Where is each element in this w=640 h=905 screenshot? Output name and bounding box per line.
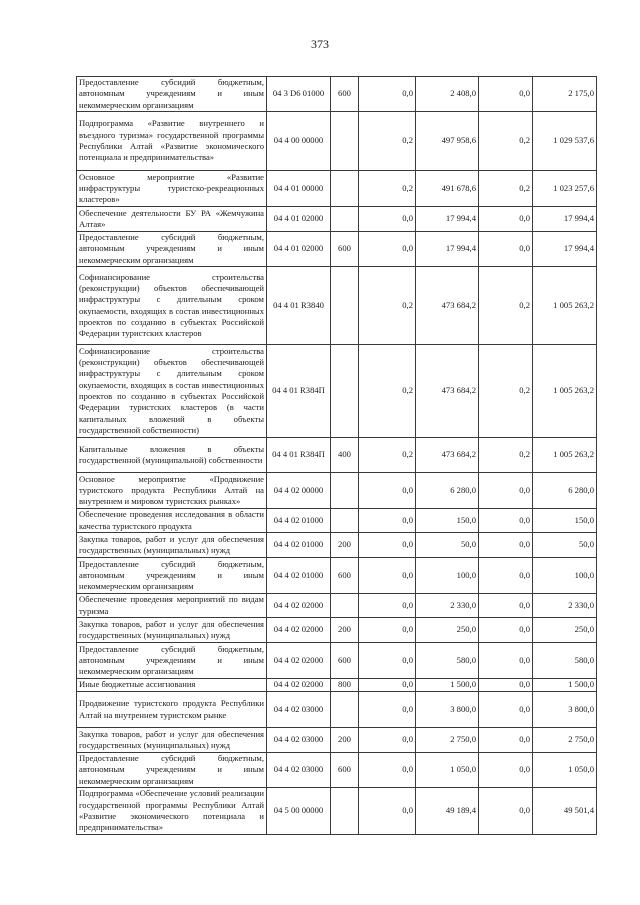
value-cell-b: 0,2 (479, 171, 533, 207)
table-row (77, 533, 597, 558)
classification-code-cell: 04 4 02 01000 (267, 533, 331, 558)
amount-cell-a: 473 684,2 (416, 267, 479, 345)
value-cell-a: 0,0 (359, 618, 416, 643)
table-row (77, 594, 597, 618)
value-cell-a: 0,0 (359, 679, 416, 692)
item-name-cell: Продвижение туристского продукта Республики Алтай на внутреннем туристском рынке (77, 692, 267, 728)
item-name-cell: Предоставление субсидий бюджетным, автономным учреждениям и иным некоммерческим организациям (77, 558, 267, 594)
expense-type-cell: 600 (331, 753, 359, 788)
value-cell-b: 0,0 (479, 643, 533, 679)
classification-code-cell: 04 4 00 00000 (267, 112, 331, 171)
expense-type-cell (331, 267, 359, 345)
value-cell-b: 0,0 (479, 558, 533, 594)
amount-cell-b: 3 800,0 (533, 692, 597, 728)
value-cell-b: 0,0 (479, 509, 533, 533)
table-row (77, 788, 597, 835)
classification-code-cell: 04 4 02 02000 (267, 594, 331, 618)
table-row (77, 679, 597, 692)
amount-cell-b: 1 029 537,6 (533, 112, 597, 171)
value-cell-a: 0,0 (359, 509, 416, 533)
item-name-cell: Закупка товаров, работ и услуг для обеспечения государственных (муниципальных) нужд (77, 728, 267, 753)
classification-code-cell: 04 4 02 03000 (267, 753, 331, 788)
expense-type-cell (331, 509, 359, 533)
amount-cell-b: 150,0 (533, 509, 597, 533)
amount-cell-a: 1 500,0 (416, 679, 479, 692)
value-cell-b: 0,0 (479, 77, 533, 112)
item-name-cell: Предоставление субсидий бюджетным, автономным учреждениям и иным некоммерческим организациям (77, 643, 267, 679)
expense-type-cell (331, 112, 359, 171)
item-name-cell: Закупка товаров, работ и услуг для обеспечения государственных (муниципальных) нужд (77, 533, 267, 558)
value-cell-b: 0,0 (479, 533, 533, 558)
amount-cell-a: 50,0 (416, 533, 479, 558)
page-number: 373 (311, 37, 329, 51)
value-cell-a: 0,0 (359, 643, 416, 679)
amount-cell-b: 1 050,0 (533, 753, 597, 788)
expense-type-cell: 800 (331, 679, 359, 692)
table-row (77, 753, 597, 788)
classification-code-cell: 04 4 01 R384П (267, 438, 331, 473)
amount-cell-a: 1 050,0 (416, 753, 479, 788)
classification-code-cell: 04 3 D6 01000 (267, 77, 331, 112)
table-row (77, 438, 597, 473)
item-name-cell: Предоставление субсидий бюджетным, автономным учреждениям и иным некоммерческим организациям (77, 232, 267, 267)
expense-type-cell (331, 788, 359, 835)
amount-cell-a: 473 684,2 (416, 438, 479, 473)
value-cell-b: 0,2 (479, 267, 533, 345)
amount-cell-a: 17 994,4 (416, 232, 479, 267)
expense-type-cell: 200 (331, 618, 359, 643)
budget-table (76, 76, 597, 835)
table-body (77, 77, 597, 835)
item-name-cell: Основное мероприятие «Продвижение туристского продукта Республики Алтай на внутреннем и мировом туристских рынках» (77, 473, 267, 509)
amount-cell-a: 497 958,6 (416, 112, 479, 171)
amount-cell-b: 100,0 (533, 558, 597, 594)
expense-type-cell (331, 171, 359, 207)
expense-type-cell: 600 (331, 643, 359, 679)
classification-code-cell: 04 4 02 03000 (267, 692, 331, 728)
item-name-cell: Капитальные вложения в объекты государственной (муниципальной) собственности (77, 438, 267, 473)
expense-type-cell: 200 (331, 533, 359, 558)
amount-cell-a: 100,0 (416, 558, 479, 594)
item-name-cell: Основное мероприятие «Развитие инфраструктуры туристско-рекреационных кластеров» (77, 171, 267, 207)
value-cell-a: 0,0 (359, 473, 416, 509)
value-cell-a: 0,0 (359, 788, 416, 835)
value-cell-a: 0,0 (359, 692, 416, 728)
value-cell-a: 0,2 (359, 112, 416, 171)
value-cell-b: 0,2 (479, 345, 533, 438)
expense-type-cell: 400 (331, 438, 359, 473)
amount-cell-b: 17 994,4 (533, 207, 597, 232)
amount-cell-a: 2 408,0 (416, 77, 479, 112)
item-name-cell: Подпрограмма «Обеспечение условий реализации государственной программы Республики Алтай «Развитие экономического потенциала и предпринимательства» (77, 788, 267, 835)
table-row (77, 643, 597, 679)
amount-cell-a: 2 330,0 (416, 594, 479, 618)
amount-cell-b: 2 330,0 (533, 594, 597, 618)
item-name-cell: Иные бюджетные ассигнования (77, 679, 267, 692)
amount-cell-a: 2 750,0 (416, 728, 479, 753)
amount-cell-a: 3 800,0 (416, 692, 479, 728)
value-cell-a: 0,0 (359, 77, 416, 112)
classification-code-cell: 04 4 02 02000 (267, 679, 331, 692)
classification-code-cell: 04 4 02 00000 (267, 473, 331, 509)
expense-type-cell: 600 (331, 232, 359, 267)
value-cell-a: 0,2 (359, 345, 416, 438)
amount-cell-b: 2 750,0 (533, 728, 597, 753)
table-row (77, 232, 597, 267)
table-row (77, 473, 597, 509)
table-row (77, 345, 597, 438)
value-cell-a: 0,0 (359, 232, 416, 267)
amount-cell-b: 580,0 (533, 643, 597, 679)
amount-cell-a: 6 280,0 (416, 473, 479, 509)
classification-code-cell: 04 4 02 01000 (267, 558, 331, 594)
amount-cell-b: 1 500,0 (533, 679, 597, 692)
item-name-cell: Предоставление субсидий бюджетным, автономным учреждениям и иным некоммерческим организациям (77, 753, 267, 788)
classification-code-cell: 04 4 02 02000 (267, 618, 331, 643)
classification-code-cell: 04 4 01 R3840 (267, 267, 331, 345)
amount-cell-b: 1 005 263,2 (533, 345, 597, 438)
item-name-cell: Закупка товаров, работ и услуг для обеспечения государственных (муниципальных) нужд (77, 618, 267, 643)
item-name-cell: Обеспечение деятельности БУ РА «Жемчужина Алтая» (77, 207, 267, 232)
value-cell-b: 0,0 (479, 728, 533, 753)
table-row (77, 207, 597, 232)
value-cell-a: 0,2 (359, 267, 416, 345)
amount-cell-b: 250,0 (533, 618, 597, 643)
value-cell-a: 0,0 (359, 728, 416, 753)
value-cell-b: 0,0 (479, 473, 533, 509)
value-cell-b: 0,2 (479, 438, 533, 473)
amount-cell-a: 49 189,4 (416, 788, 479, 835)
classification-code-cell: 04 5 00 00000 (267, 788, 331, 835)
amount-cell-b: 1 005 263,2 (533, 267, 597, 345)
item-name-cell: Предоставление субсидий бюджетным, автономным учреждениям и иным некоммерческим организациям (77, 77, 267, 112)
expense-type-cell (331, 345, 359, 438)
expense-type-cell (331, 473, 359, 509)
value-cell-b: 0,0 (479, 692, 533, 728)
item-name-cell: Обеспечение проведения исследования в области качества туристского продукта (77, 509, 267, 533)
amount-cell-a: 473 684,2 (416, 345, 479, 438)
value-cell-b: 0,0 (479, 679, 533, 692)
amount-cell-b: 1 005 263,2 (533, 438, 597, 473)
value-cell-a: 0,0 (359, 558, 416, 594)
expense-type-cell: 600 (331, 77, 359, 112)
value-cell-b: 0,0 (479, 788, 533, 835)
amount-cell-b: 2 175,0 (533, 77, 597, 112)
classification-code-cell: 04 4 02 02000 (267, 643, 331, 679)
amount-cell-a: 150,0 (416, 509, 479, 533)
value-cell-b: 0,0 (479, 618, 533, 643)
expense-type-cell: 600 (331, 558, 359, 594)
value-cell-a: 0,0 (359, 207, 416, 232)
table-row (77, 728, 597, 753)
amount-cell-b: 17 994,4 (533, 232, 597, 267)
amount-cell-b: 49 501,4 (533, 788, 597, 835)
value-cell-a: 0,0 (359, 594, 416, 618)
table-row (77, 267, 597, 345)
value-cell-b: 0,0 (479, 594, 533, 618)
value-cell-a: 0,2 (359, 171, 416, 207)
table-row (77, 692, 597, 728)
classification-code-cell: 04 4 02 01000 (267, 509, 331, 533)
amount-cell-a: 580,0 (416, 643, 479, 679)
value-cell-a: 0,2 (359, 438, 416, 473)
expense-type-cell: 200 (331, 728, 359, 753)
item-name-cell: Обеспечение проведения мероприятий по видам туризма (77, 594, 267, 618)
expense-type-cell (331, 594, 359, 618)
amount-cell-a: 250,0 (416, 618, 479, 643)
classification-code-cell: 04 4 01 02000 (267, 207, 331, 232)
table-row (77, 558, 597, 594)
amount-cell-b: 6 280,0 (533, 473, 597, 509)
table-row (77, 112, 597, 171)
value-cell-b: 0,2 (479, 112, 533, 171)
classification-code-cell: 04 4 01 R384П (267, 345, 331, 438)
classification-code-cell: 04 4 01 02000 (267, 232, 331, 267)
classification-code-cell: 04 4 02 03000 (267, 728, 331, 753)
value-cell-b: 0,0 (479, 207, 533, 232)
amount-cell-a: 17 994,4 (416, 207, 479, 232)
amount-cell-a: 491 678,6 (416, 171, 479, 207)
item-name-cell: Софинансирование строительства (реконструкции) объектов обеспечивающей инфраструктуры с длительным сроком окупаемости, входящих в состав инвестиционных проектов по созданию в субъектах Российской Федерации туристских кластеров (в части капитальных вложений в объекты государственной собственности) (77, 345, 267, 438)
value-cell-a: 0,0 (359, 753, 416, 788)
amount-cell-b: 50,0 (533, 533, 597, 558)
classification-code-cell: 04 4 01 00000 (267, 171, 331, 207)
amount-cell-b: 1 023 257,6 (533, 171, 597, 207)
table-row (77, 509, 597, 533)
table-row (77, 618, 597, 643)
item-name-cell: Софинансирование строительства (реконструкции) объектов обеспечивающей инфраструктуры с длительным сроком окупаемости, входящих в состав инвестиционных проектов по созданию в субъектах Российской Федерации туристских кластеров (77, 267, 267, 345)
value-cell-b: 0,0 (479, 232, 533, 267)
table-row (77, 171, 597, 207)
value-cell-a: 0,0 (359, 533, 416, 558)
expense-type-cell (331, 207, 359, 232)
table-row (77, 77, 597, 112)
item-name-cell: Подпрограмма «Развитие внутреннего и въездного туризма» государственной программы Республики Алтай «Развитие экономического потенциала и предпринимательства» (77, 112, 267, 171)
value-cell-b: 0,0 (479, 753, 533, 788)
expense-type-cell (331, 692, 359, 728)
